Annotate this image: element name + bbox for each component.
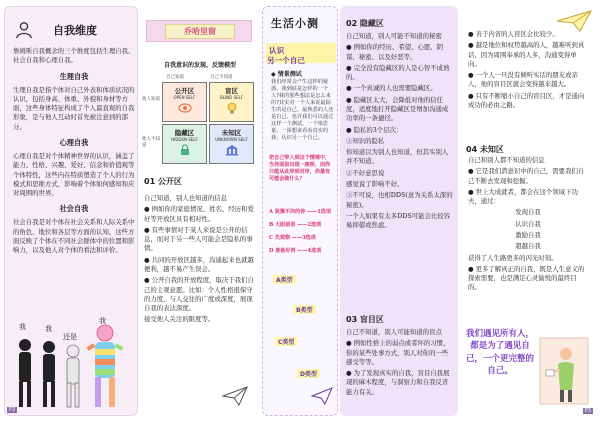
unknown-area-body [468, 156, 588, 293]
list-item: ①知识的隐私 [346, 136, 385, 145]
list-item: ②不好意思说 [346, 168, 385, 177]
cell-en: HIDDEN SELF [171, 137, 198, 142]
section-intro: 自己知道，别人也知道的信息 [144, 194, 228, 202]
list-item: ● 例如你的经历、希望、心愿、阴谋、秘密、以及好恶等。 [346, 43, 444, 61]
psych-self-text: 心理自我是对个体精神世界的认识，涵盖了能力、性格、兴趣、爱好、信念和价值观等个体特性，这些内在特质塑造了个人的行为模式和思维方式，影响着个体如何感知和应对周围的世界。 [13, 151, 135, 198]
list-item: 接受他人关注的限度等。 [144, 315, 215, 324]
option-d[interactable]: D 准备好再 ——4选项 [269, 248, 322, 254]
section-intro: 自己和别人都不知道的信息 [468, 156, 545, 164]
cell-title: 公开区 [174, 87, 195, 95]
section-title-open: 01 公开区 [144, 177, 182, 186]
section-title-blind: 03 盲目区 [346, 315, 384, 324]
list-item: 激励自我 [515, 230, 541, 239]
johari-grid [162, 82, 256, 166]
list-item: ● 一个真诚的人也需要隐藏区。 [346, 84, 437, 93]
lightbulb-icon [225, 102, 239, 114]
list-item: 超越自我 [515, 242, 541, 251]
paper-plane-icon [222, 386, 248, 406]
cell-en: OPEN SELF [173, 95, 196, 100]
banner-title: 乔哈里窗 [165, 24, 235, 39]
open-area-body [144, 194, 258, 325]
intro-text: 詹姆斯自我概念的三个维度包括生理自我、社会自我和心理自我。 [13, 47, 135, 65]
list-item: 你知道以为别人也知道，但其实别人并不知道。 [346, 148, 449, 166]
page-number: P3 [584, 408, 591, 414]
list-item: ● 例如性格上的弱点或者坏的习惯，你的某些处事方式，别人对你的一些感受等等。 [346, 339, 450, 366]
eye-icon [178, 102, 192, 114]
building-icon [225, 144, 239, 156]
panel-johari-window [140, 6, 260, 416]
hidden-area-cell [162, 124, 207, 164]
blind-area-cell [209, 82, 254, 122]
scenario-title: ◆ 情景测试 [271, 71, 302, 78]
panel-header [13, 19, 133, 41]
panel-life-test [262, 6, 338, 416]
list-item: ● 只有不断缩小自己的盲目区，才是通向成功的必由之路。 [468, 91, 585, 109]
people-label-1: 我 [19, 323, 26, 331]
cell-title: 盲区 [225, 87, 238, 95]
physical-self-text: 生理自我是指个体对自己外表和体质状况的认识，包括身高、体重、外貌和身材等方面，这些身体特征构成了个人最直观的自我形象，是与他人互动时首先被注意到的部分。 [13, 85, 135, 131]
section-title-hidden: 02 隐藏区 [346, 19, 384, 28]
result-type-d: D类型 [297, 369, 320, 378]
list-item: ● 例如你的家庭情况、姓名、经历和爱好等开放区具有相对性。 [144, 205, 254, 223]
option-c[interactable]: C 先观察 ——3选项 [269, 235, 316, 241]
people-illustration [7, 315, 137, 411]
unknown-area-cell [209, 124, 254, 164]
list-item: ● 一个人一旦没有倾听实话的朋友或亲人，他的盲目区就会变得越来越大。 [468, 71, 578, 89]
list-item: ③不可说，也相DDS(意为关系太深的秘密)。 [346, 191, 453, 209]
result-type-b: B类型 [293, 305, 316, 314]
list-item: ● 它是我们潜意识中的自己，需要我们自己不断去发现和挖掘。 [468, 167, 585, 185]
list-item: 认识自我 [515, 219, 541, 228]
list-item: ● 有些事情对于某人来说是公开的信息，而对于另一些人可能会是隐私的事情。 [144, 225, 253, 253]
option-a[interactable]: A 犹豫不决的你 ——1选项 [269, 209, 331, 215]
panel-self-dimensions [4, 6, 138, 416]
list-item: 感觉说了影响不好。 [346, 179, 404, 188]
panel-hidden-blind [340, 6, 458, 416]
blind-area-body [346, 328, 454, 397]
cell-title: 隐藏区 [174, 129, 195, 137]
option-b[interactable]: B 大胆前进 ——2选项 [269, 222, 322, 228]
closing-quote: 我们遇见所有人，都是为了遇见自己，一个更完整的自己。 [466, 329, 535, 376]
psych-self-title: 心理自我 [59, 137, 89, 147]
people-label-2: 我 [45, 325, 52, 333]
list-item: 一个人如果有太多DDS可能会比较容易抑郁或焦虑。 [346, 211, 451, 230]
cell-en: UNKNOWN SELF [215, 137, 248, 142]
lock-icon [178, 144, 192, 156]
list-item: ● 为了发现真实的自我，盲目自我展现的麻木程度，与洞察力和自我反省能力有关。 [346, 369, 450, 396]
list-item: ● 共同的开放区越多，沟通起来也就越便利，越不易产生误会。 [144, 255, 254, 273]
subtitle-other-self: 另一个自己 [267, 56, 305, 65]
hidden-area-body [346, 32, 454, 230]
list-item: ● 隐藏区太大，会降低对他的信任度，适度地打开隐藏区是增加沟通成功率的一条捷径。 [346, 95, 449, 123]
axis-top-unknown: 自己不知道 [210, 75, 233, 80]
people-label-4: 我 [99, 317, 106, 325]
list-item: ● 越是地位和权势越高的人，越难听到真话，因为周围奉承的人多，沟通变得单向。 [468, 41, 585, 68]
test-question: 把自己带入到这个情境中，当你面前出现一座桥，而你只能从此岸到对岸，你最有可能会做什么？ [269, 155, 331, 182]
panel-title: 自我维度 [53, 24, 97, 37]
social-self-title: 社会自我 [59, 204, 89, 214]
scenario-text: 我们经常会产生这样的疑惑，我到底是怎样的一个人?我的那些想法是怎么来的?其实对一个人来说最陌生的是自己，最熟悉的人还是自己，也许我们可以通过这样一个测试，一个梁思量，一深想来看看真实的我，认识另一个自己。 [271, 79, 334, 142]
list-item: 获得了人生路更多的闪光时刻。 [468, 253, 558, 262]
open-area-cell [162, 82, 207, 122]
person-reading-illustration [538, 332, 590, 410]
section-intro: 自己知道，别人可能不知道的秘密 [346, 32, 442, 40]
list-item: ● 公开自我的开放程度，取决于我们自己的主观意愿。比如：个人性格很保守的力度，与人交往的广度或深度，展现自我的表达深度。 [144, 276, 254, 313]
blind-area-continued [468, 28, 588, 110]
page-number: P2 [9, 407, 16, 413]
subtitle-know: 认识 [269, 46, 285, 55]
list-item: 发现自我 [515, 208, 541, 217]
cell-title: 未知区 [221, 129, 242, 137]
section-title-unknown: 04 未知区 [466, 145, 504, 154]
list-item: ● 完全没有隐藏区的人是心智不成熟的。 [346, 63, 450, 82]
result-type-a: A类型 [273, 275, 296, 284]
axis-left-known: 他人知道 [142, 97, 160, 102]
section-intro: 自己不知道，别人可能知道的盲点 [346, 328, 442, 336]
list-item: ● 世上大成就者，都会在这个领域下功夫，通过： [468, 187, 578, 206]
panel-unknown-area [460, 6, 596, 416]
closing-box [466, 328, 590, 412]
user-icon [15, 21, 33, 39]
result-type-c: C类型 [275, 337, 297, 346]
people-label-3: 还是 [63, 333, 77, 341]
panel-title: 生活小测 [271, 17, 319, 30]
list-item: ● 隐私的3个层次： [346, 125, 403, 134]
list-item: ● 更多了解真正的自我，既是人生意义的探索需要，也是满足心灵愉悦的最终目的。 [468, 264, 585, 292]
physical-self-title: 生理自我 [59, 71, 89, 81]
axis-left-unknown: 他人不知道 [142, 137, 160, 148]
social-self-text: 社会自我是对个体在社会关系和人际关系中的角色、地位和各层等方面的认知，这些方面反映了个体在不同社会群体中的位置和影响力，以及他人对个体的看法和评价。 [13, 218, 135, 255]
axis-top-known: 自己知道 [166, 75, 184, 80]
paper-plane-icon [311, 387, 333, 405]
model-subtitle: 自我意识的发现、反馈模型 [163, 62, 236, 69]
banner [146, 20, 252, 42]
cell-en: BLIND SELF [219, 95, 244, 100]
list-item: ● 善于内省的人盲区会比较少。 [468, 30, 559, 38]
panel-body [13, 47, 135, 256]
